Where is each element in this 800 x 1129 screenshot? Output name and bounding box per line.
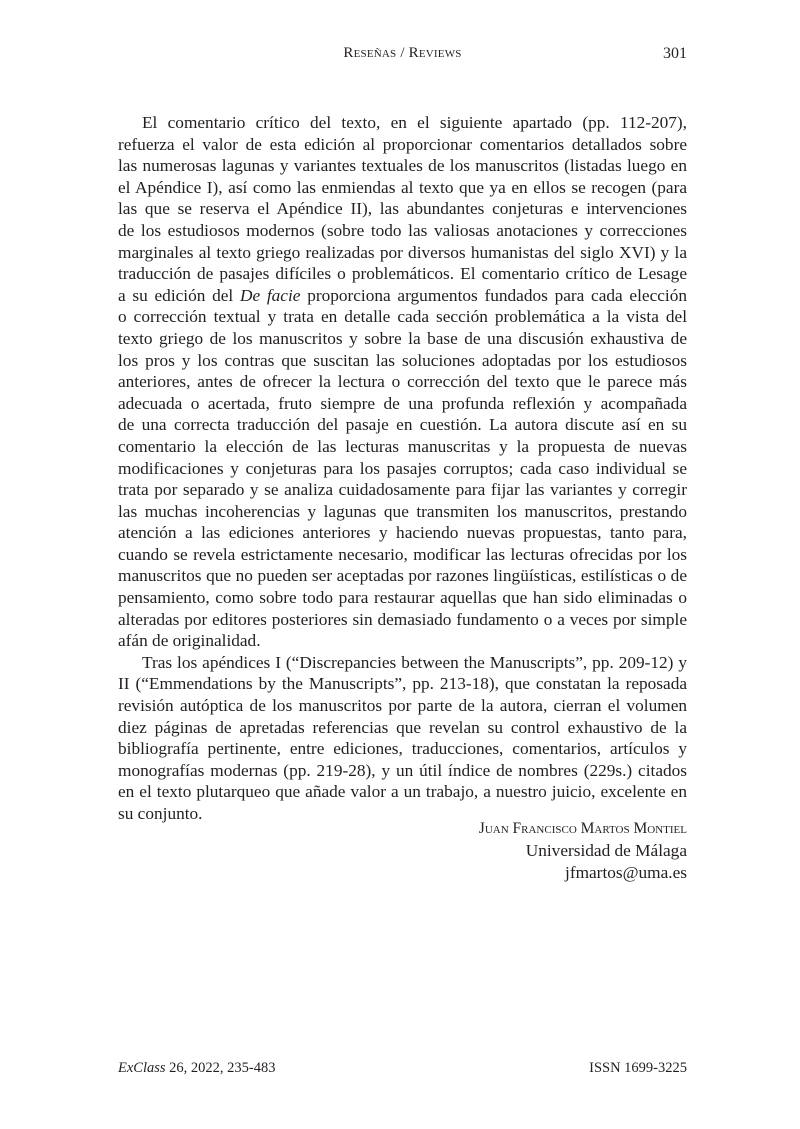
page-number: 301 — [663, 45, 687, 62]
text-line: o corrección textual y trata en detalle cada sección problemática a la vista del — [118, 307, 687, 327]
text-line: trata por separado y se analiza cuidadosamente para fijar las variantes y corregir — [118, 480, 687, 500]
text-line: El comentario crítico del texto, en el siguiente apartado (pp. 112-207), — [142, 113, 687, 132]
paragraph — [118, 652, 687, 825]
text-line: su conjunto. — [118, 804, 203, 823]
paragraph — [118, 112, 687, 652]
text-segment: a su edición del — [118, 285, 240, 305]
text-line: pensamiento, como sobre todo para restaurar aquellas que han sido eliminadas o — [118, 588, 687, 608]
author-affiliation: Universidad de Málaga — [525, 841, 687, 860]
text-line — [118, 285, 687, 307]
text-line: de una correcta traducción del pasaje en cuestión. La autora discute así en su — [118, 415, 687, 435]
text-line: atención a las ediciones anteriores y haciendo nuevas propuestas, tanto para, — [118, 523, 687, 543]
author-email: jfmartos@uma.es — [565, 863, 687, 882]
text-line: diez páginas de apretadas referencias que revelan su control exhaustivo de la — [118, 717, 687, 737]
text-line: marginales al texto griego realizadas por diversos humanistas del siglo XVI) y la — [118, 242, 687, 262]
text-line: manuscritos que no pueden ser aceptadas por razones lingüísticas, estilísticas o de — [118, 566, 687, 586]
journal-name: ExClass — [118, 1060, 166, 1076]
text-line: revisión autóptica de los manuscritos por parte de la autora, cierran el volumen — [118, 696, 687, 716]
text-line: el Apéndice I), así como las enmiendas al texto que ya en ellos se recogen (para — [118, 177, 687, 197]
text-line: anteriores, antes de ofrecer la lectura o corrección del texto que le parece más — [118, 372, 687, 392]
text-line: de los estudiosos modernos (sobre todo las valiosas anotaciones y correcciones — [118, 220, 687, 240]
text-line: adecuada o acertada, fruto siempre de una profunda reflexión y acompañada — [118, 393, 687, 413]
signature-block — [118, 818, 687, 884]
text-line: refuerza el valor de esta edición al proporcionar comentarios detallados sobre — [118, 134, 687, 154]
text-line: cuando se revela estrictamente necesario, modificar las lecturas ofrecidas por los — [118, 544, 687, 564]
text-line: II (“Emmendations by the Manuscripts”, pp. 213-18), que constatan la reposada — [118, 674, 687, 694]
text-line: bibliografía pertinente, entre ediciones, traducciones, comentarios, artículos y — [118, 739, 687, 759]
issn: ISSN 1699-3225 — [589, 1060, 687, 1076]
text-line: texto griego de los manuscritos y sobre la base de una discusión exhaustiva de — [118, 328, 687, 348]
running-title: Reseñas / Reviews — [343, 45, 462, 61]
text-line: traducción de pasajes difíciles o problemáticos. El comentario crítico de Lesage — [118, 264, 687, 284]
review-body — [118, 112, 687, 825]
running-header — [118, 45, 687, 67]
text-segment: proporciona argumentos fundados para cada elección — [300, 285, 687, 305]
text-line: las que se reserva el Apéndice II), las abundantes conjeturas e intervenciones — [118, 199, 687, 219]
text-line: alteradas por editores posteriores sin demasiado fundamento o a veces por simple — [118, 609, 687, 629]
italic-title: De facie — [239, 285, 301, 305]
journal-citation — [118, 1060, 276, 1077]
text-line: las muchas incoherencias y lagunas que transmiten los manuscritos, prestando — [118, 501, 687, 521]
author-name: Juan Francisco Martos Montiel — [478, 820, 687, 837]
text-line: monografías modernas (pp. 219-28), y un útil índice de nombres (229s.) citados — [118, 760, 687, 780]
text-line: las numerosas lagunas y variantes textuales de los manuscritos (listadas luego en — [118, 156, 687, 176]
text-line: modificaciones y conjeturas para los pasajes corruptos; cada caso individual se — [118, 458, 687, 478]
text-line: Tras los apéndices I (“Discrepancies between the Manuscripts”, pp. 209-12) y — [142, 652, 687, 672]
volume-info: 26, 2022, 235-483 — [165, 1060, 276, 1076]
text-line: los pros y los contras que suscitan las soluciones adoptadas por los estudiosos — [118, 350, 687, 370]
text-line: en el texto plutarqueo que añade valor a un trabajo, a nuestro juicio, excelente en — [118, 782, 687, 802]
text-line: afán de originalidad. — [118, 631, 261, 651]
text-line: comentario la elección de las lecturas manuscritas y la propuesta de nuevas — [118, 436, 687, 456]
